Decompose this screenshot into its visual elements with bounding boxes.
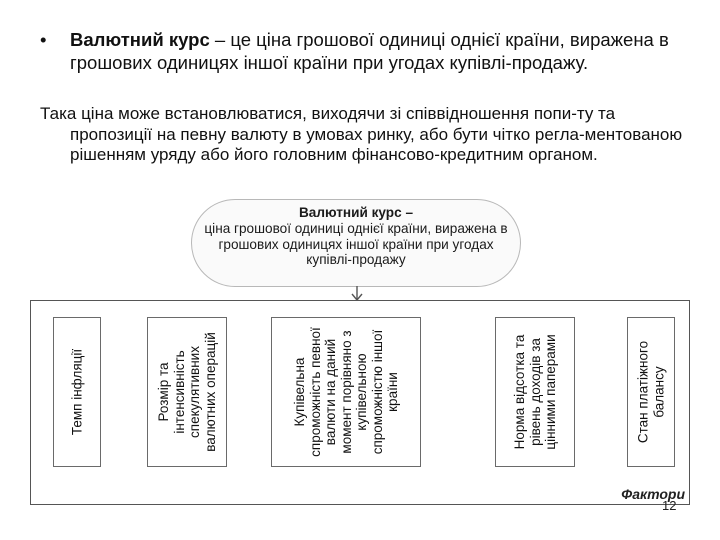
bullet-body <box>40 28 690 74</box>
definition-bullet <box>40 28 690 74</box>
factor-box-balance-of-payments <box>627 317 675 467</box>
page-number: 12 <box>662 498 677 513</box>
factor-box-inflation <box>53 317 101 467</box>
bubble-text <box>192 205 520 268</box>
factor-label: Купівельна спроможність певної валюти на даний момент порівняно з купівельною спроможністю іншої країни <box>291 327 400 457</box>
factor-label: Розмір та інтенсивність спекулятивних валютних операцій <box>156 332 218 452</box>
factor-box-purchasing-power <box>271 317 421 467</box>
definition-bubble <box>191 199 521 287</box>
bubble-title: Валютний курс – <box>298 205 414 220</box>
factors-frame <box>30 300 690 505</box>
term-exchange-rate: Валютний курс <box>70 29 210 50</box>
factor-label: Стан платіжного балансу <box>635 340 666 444</box>
explanation-paragraph: Така ціна може встановлюватися, виходячи зі співвідношення попи-ту та пропозиції на певну валюту в умовах ринку, або бути чітко регла-ментованою рішенням уряду або його головним фінансово-кредитним органом. <box>40 104 683 164</box>
factor-label: Темп інфляції <box>69 348 85 436</box>
factor-box-interest-rate <box>495 317 575 467</box>
bullet-marker: • <box>40 29 47 50</box>
factor-box-speculation <box>147 317 227 467</box>
factor-label: Норма відсотка та рівень доходів за цінними паперами <box>511 334 558 450</box>
bubble-body: ціна грошової одиниці однієї країни, виражена в грошових одиницях іншої країни при угодах купівлі-продажу <box>204 220 508 268</box>
frame-label: Фактори <box>621 486 685 502</box>
definition-text: – це ціна грошової одиниці однієї країни, виражена в грошових одиницях іншої країни при угодах купівлі-продажу. <box>70 29 669 73</box>
